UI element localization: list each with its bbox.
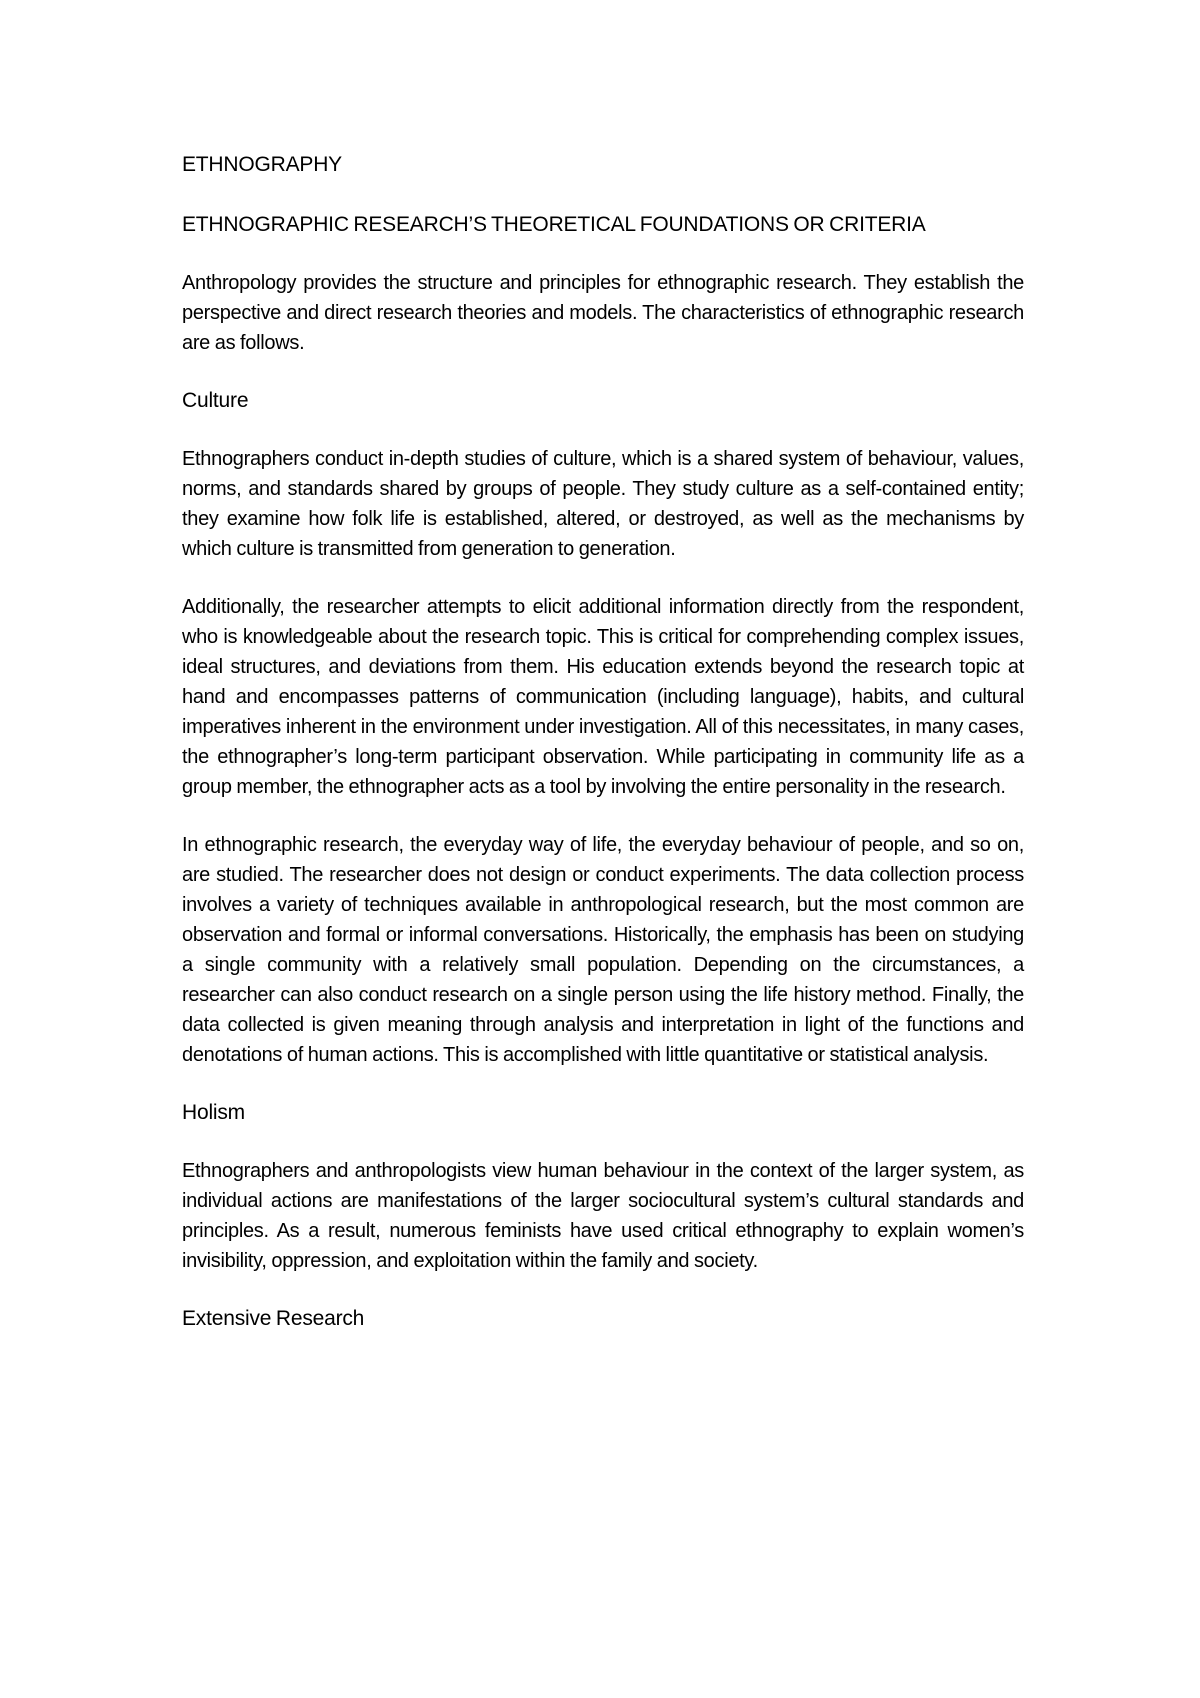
document-subtitle: ETHNOGRAPHIC RESEARCH’S THEORETICAL FOUNDATIONS OR CRITERIA xyxy=(182,213,926,236)
document-body xyxy=(182,150,1024,1334)
document-title: ETHNOGRAPHY xyxy=(182,153,342,176)
culture-paragraph-1: Ethnographers conduct in-depth studies of culture, which is a shared system of behaviour, values, norms, and standards shared by groups of people. They study culture as a self-contained entity; they examine how folk life is established, altered, or destroyed, as well as the mechanisms by which culture is transmitted from generation to generation. xyxy=(182,448,1024,560)
intro-paragraph: Anthropology provides the structure and principles for ethnographic research. They establish the perspective and direct research theories and models. The characteristics of ethnographic research are as follows. xyxy=(182,272,1024,354)
section-heading-holism: Holism xyxy=(182,1101,245,1124)
section-heading-culture: Culture xyxy=(182,389,249,412)
culture-paragraph-2: Additionally, the researcher attempts to elicit additional information directly from the respondent, who is knowledgeable about the research topic. This is critical for comprehending complex issues, ideal structures, and deviations from them. His education extends beyond the research topic at hand and encompasses patterns of communication (including language), habits, and cultural imperatives inherent in the environment under investigation. All of this necessitates, in many cases, the ethnographer’s long-term participant observation. While participating in community life as a group member, the ethnographer acts as a tool by involving the entire personality in the research. xyxy=(182,596,1024,798)
section-heading-extensive-research: Extensive Research xyxy=(182,1307,365,1330)
holism-paragraph-1: Ethnographers and anthropologists view human behaviour in the context of the larger system, as individual actions are manifestations of the larger sociocultural system’s cultural standards and principles. As a result, numerous feminists have used critical ethnography to explain women’s invisibility, oppression, and exploitation within the family and society. xyxy=(182,1160,1024,1272)
culture-paragraph-3: In ethnographic research, the everyday way of life, the everyday behaviour of people, and so on, are studied. The researcher does not design or conduct experiments. The data collection process involves a variety of techniques available in anthropological research, but the most common are observation and formal or informal conversations. Historically, the emphasis has been on studying a single community with a relatively small population. Depending on the circumstances, a researcher can also conduct research on a single person using the life history method. Finally, the data collected is given meaning through analysis and interpretation in light of the functions and denotations of human actions. This is accomplished with little quantitative or statistical analysis. xyxy=(182,834,1024,1066)
